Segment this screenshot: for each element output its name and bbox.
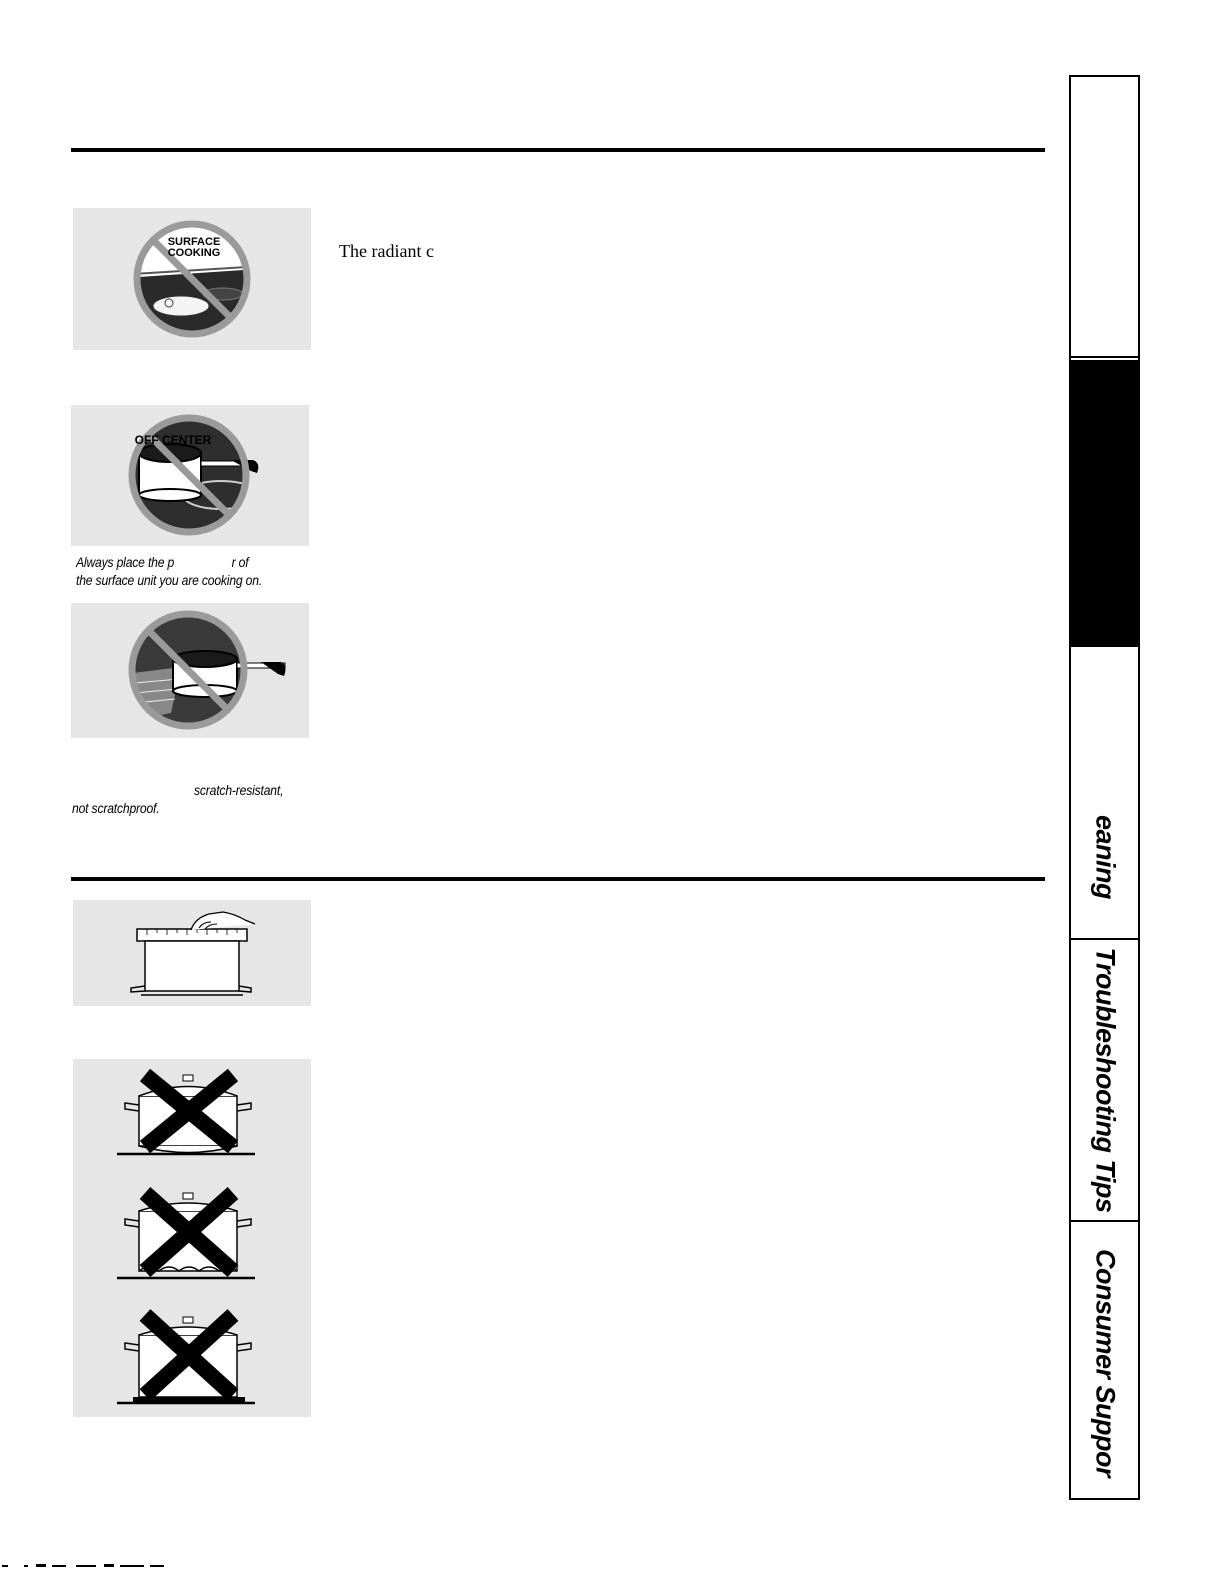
surface-label-line1: SURFACE xyxy=(167,236,221,248)
off-center-caption-line1: Always place the p r of xyxy=(76,555,249,570)
side-tab-troubleshooting[interactable] xyxy=(1070,940,1139,1220)
ruler-on-pan-icon xyxy=(73,900,311,1006)
incorrect-pans-icon xyxy=(73,1059,311,1417)
overhang-pan xyxy=(117,1315,255,1403)
tab-divider xyxy=(1070,356,1139,358)
curved-bottom-pan xyxy=(117,1075,255,1154)
tab-label-cleaning: eaning xyxy=(1090,814,1120,899)
illustration-off-center xyxy=(71,405,309,546)
body-paragraph: The radiant c xyxy=(339,241,434,261)
side-tab-cleaning[interactable] xyxy=(1070,648,1139,938)
illustration-incorrect-pans xyxy=(73,1059,311,1417)
off-center-label: OFF CENTER xyxy=(134,433,212,447)
scratch-caption-line2: not scratchproof. xyxy=(72,801,160,816)
illustration-flat-bottom-test xyxy=(73,900,311,1006)
no-surface-cooking-icon xyxy=(73,208,311,350)
print-mark xyxy=(0,1562,180,1570)
no-sliding-pot-icon xyxy=(71,603,309,738)
illustration-no-sliding xyxy=(71,603,309,738)
section-rule-middle xyxy=(71,877,1045,881)
tab-label-troubleshooting: Troubleshooting Tips xyxy=(1090,947,1120,1213)
warped-bottom-pan xyxy=(117,1193,255,1278)
no-off-center-pot-icon xyxy=(71,405,309,546)
off-center-caption-line2: the surface unit you are cooking on. xyxy=(76,573,263,588)
illustration-surface-cooking xyxy=(73,208,311,350)
section-rule-top xyxy=(71,148,1045,152)
side-tab-consumer-support[interactable] xyxy=(1070,1222,1139,1498)
tab-label-consumer-support: Consumer Suppor xyxy=(1090,1248,1120,1477)
scratch-caption-line1: scratch-resistant, xyxy=(194,783,284,798)
surface-label-line2: COOKING xyxy=(167,247,221,259)
side-tab-active[interactable] xyxy=(1070,360,1139,647)
